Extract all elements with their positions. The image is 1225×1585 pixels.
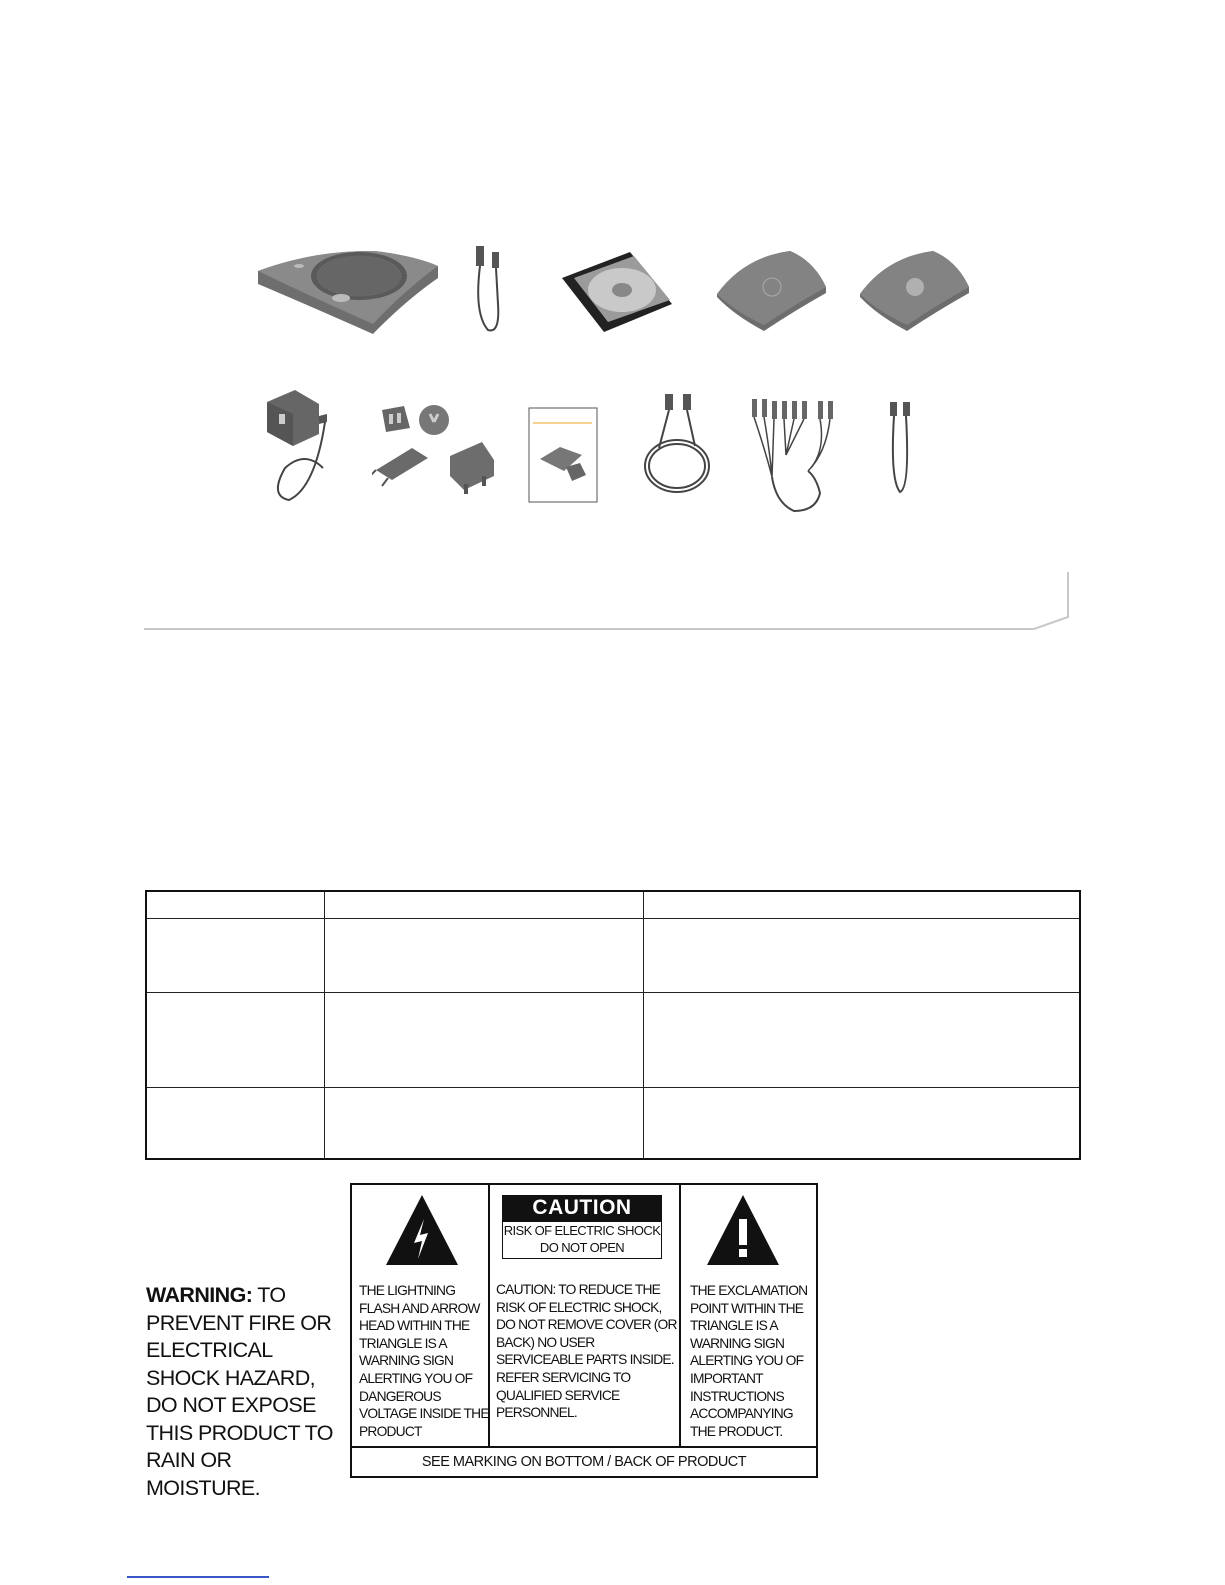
warning-label: WARNING: <box>146 1283 253 1307</box>
phone-cable-icon <box>639 388 717 498</box>
caution-sub <box>502 1221 662 1259</box>
caution-footer: SEE MARKING ON BOTTOM / BACK OF PRODUCT <box>352 1446 816 1476</box>
table-row <box>146 891 1080 918</box>
manual-icon <box>528 407 599 504</box>
caution-panel <box>490 1185 681 1446</box>
warning-text <box>146 1282 346 1502</box>
power-adapter-icon <box>265 388 335 506</box>
exclamation-panel <box>681 1185 816 1446</box>
speakerphone-icon <box>255 246 441 336</box>
spec-table <box>145 890 1081 1160</box>
section-divider <box>144 572 1084 632</box>
lightning-triangle-icon <box>384 1193 460 1269</box>
lightning-text: THE LIGHTNING FLASH AND ARROW HEAD WITHIN THE TRIANGLE IS A WARNING SIGN ALERTING YOU OF DANGEROUS VOLTAGE INSIDE THE PRODUCT <box>359 1283 489 1439</box>
table-row <box>146 918 1080 992</box>
table-row <box>146 992 1080 1087</box>
lightning-panel <box>352 1185 490 1446</box>
footer-link-underline[interactable] <box>127 1576 269 1578</box>
expansion-mic-icon <box>714 249 828 333</box>
caution-banner: CAUTION <box>502 1195 662 1221</box>
expansion-mic-icon <box>857 249 971 333</box>
caution-sub-line-2: DO NOT OPEN <box>539 1240 625 1255</box>
modular-cord-icon <box>886 400 916 498</box>
caution-sub-line-1: RISK OF ELECTRIC SHOCK <box>503 1223 661 1238</box>
cd-icon <box>560 248 675 334</box>
caution-label <box>350 1183 818 1478</box>
exclamation-triangle-icon <box>705 1193 781 1269</box>
table-row <box>146 1087 1080 1159</box>
plug-adapters-icon <box>372 400 497 496</box>
exclamation-text: THE EXCLAMATION POINT WITHIN THE TRIANGLE IS A WARNING SIGN ALERTING YOU OF IMPORTANT INSTRUCTIONS ACCOMPANYING THE PRODUCT. <box>690 1283 808 1439</box>
av-cable-icon <box>746 393 843 515</box>
warning-body: TO PREVENT FIRE OR ELECTRICAL SHOCK HAZARD, DO NOT EXPOSE THIS PRODUCT TO RAIN OR MOISTURE. <box>146 1283 333 1500</box>
usb-cable-icon <box>470 244 510 336</box>
caution-text: CAUTION: TO REDUCE THE RISK OF ELECTRIC SHOCK, DO NOT REMOVE COVER (OR BACK) NO USER SERVICEABLE PARTS INSIDE. REFER SERVICING TO QUALIFIED SERVICE PERSONNEL. <box>496 1282 677 1421</box>
